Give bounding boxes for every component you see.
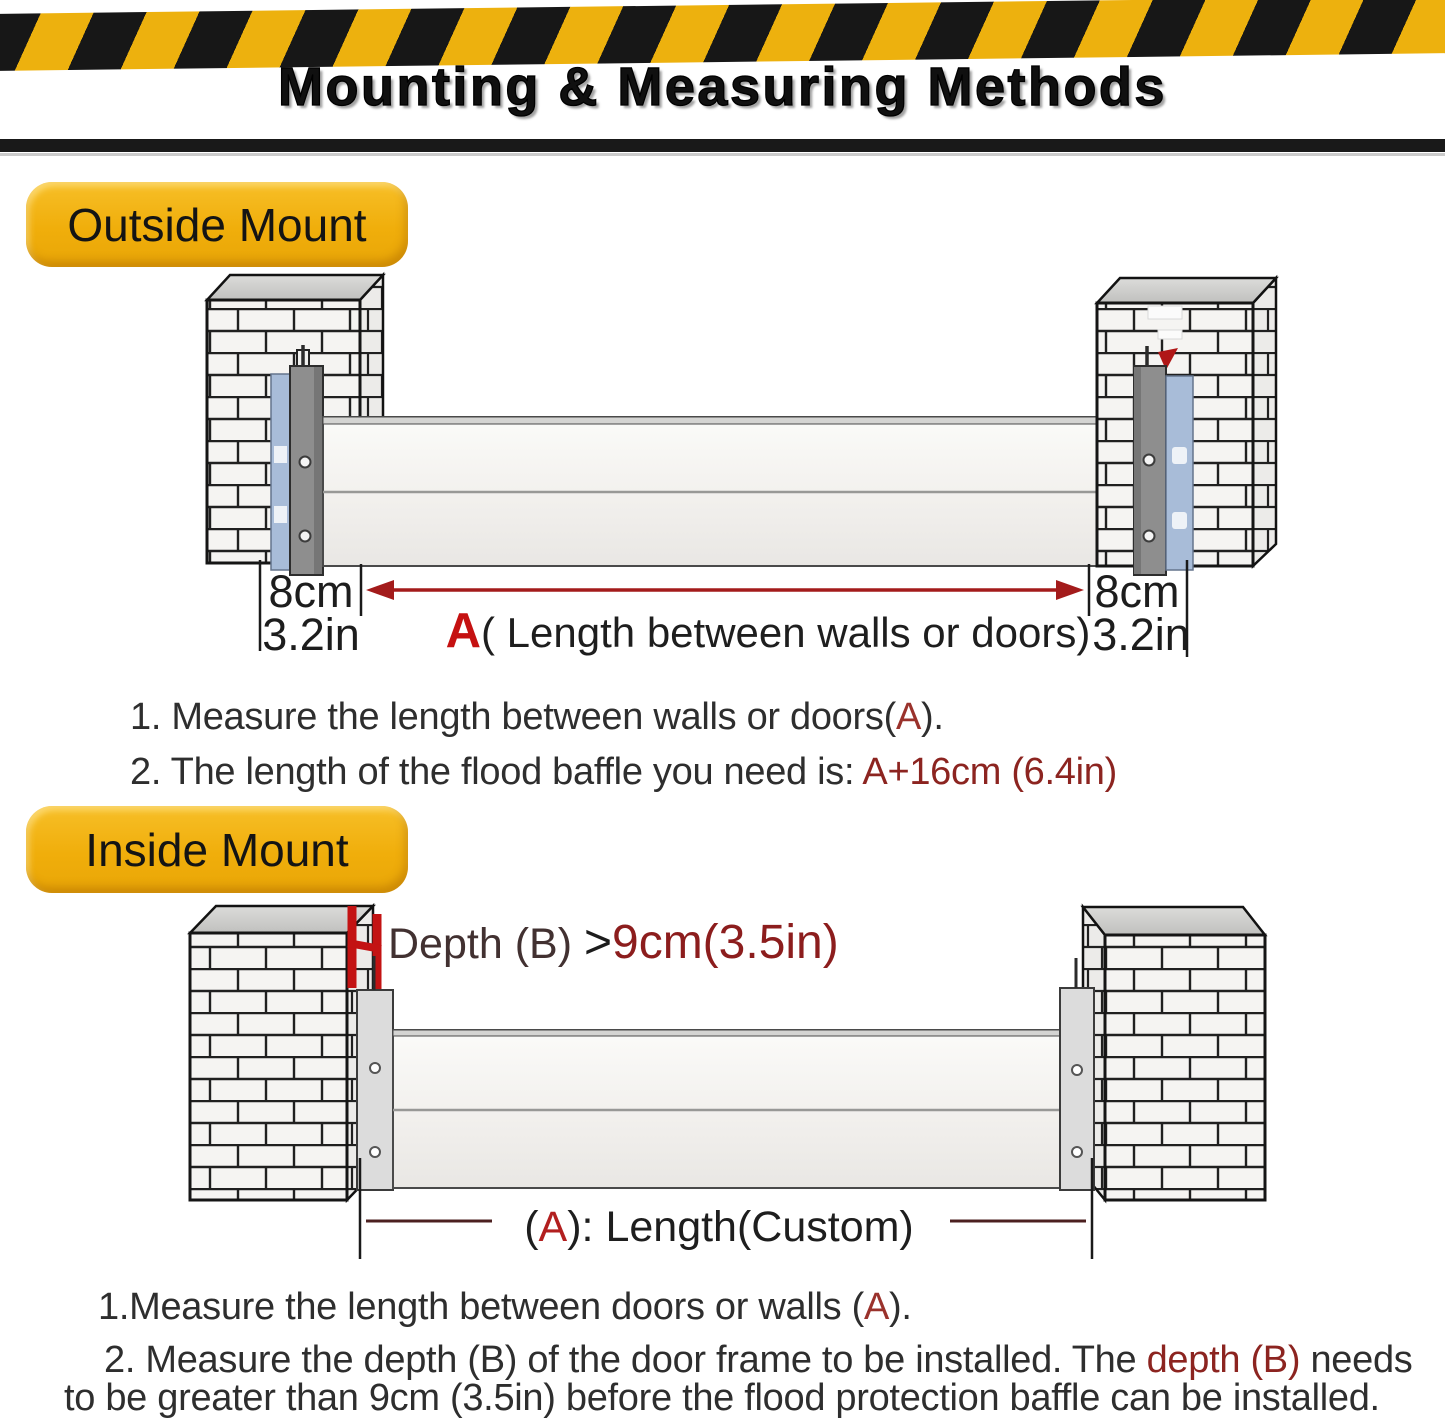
baffle-top-edge [323, 417, 1140, 424]
right-pillar-top [1097, 278, 1276, 303]
len-open-paren: ( [524, 1203, 539, 1251]
depth-annotation [388, 916, 839, 969]
step-highlight: A+16cm (6.4in) [862, 751, 1117, 793]
seal-notch [1172, 447, 1187, 464]
greater-than-sign: > [583, 916, 612, 969]
inside-step-2-line-1 [104, 1339, 1413, 1382]
step-text: ). [920, 696, 944, 738]
left-seal-strip [271, 374, 290, 570]
step-text: 2. Measure the depth (B) of the door frame to be installed. The [104, 1339, 1147, 1381]
seal-notch [274, 446, 287, 463]
depth-label-text: Depth (B) [388, 920, 584, 968]
outside-step-1 [130, 696, 944, 739]
length-custom-label [524, 1203, 914, 1251]
span-length-label [446, 604, 1091, 658]
dim-label-left-in: 3.2in [262, 609, 360, 660]
right-pillar-top [1083, 907, 1265, 935]
inside-mount-diagram [190, 906, 1265, 1259]
dim-label-right-cm: 8cm [1094, 566, 1180, 617]
seal-notch [274, 506, 287, 523]
bracket-shade [314, 367, 322, 574]
wall-patch [1148, 306, 1182, 319]
screw-hole [370, 1147, 380, 1157]
left-pillar-top [207, 275, 383, 300]
step-highlight: depth (B) [1146, 1339, 1301, 1381]
step-highlight: A [863, 1286, 889, 1328]
left-pillar-front [190, 933, 347, 1200]
screw-hole [300, 531, 311, 542]
len-a-red: A [538, 1203, 568, 1251]
span-label-text: ( Length between walls or doors) [481, 609, 1091, 656]
screw-hole [370, 1063, 380, 1073]
seal-notch [1172, 512, 1187, 529]
step-text: to be greater than 9cm (3.5in) before the flood protection baffle can be installed. [64, 1377, 1380, 1419]
step-text: 1.Measure the length between doors or walls ( [98, 1286, 864, 1328]
right-seal-strip [1166, 376, 1193, 570]
page-title: Mounting & Measuring Methods [278, 57, 1167, 117]
screw-hole [1072, 1065, 1082, 1075]
span-label-a: A [445, 604, 482, 658]
left-mounting-bracket [357, 990, 393, 1190]
step-text: ). [888, 1286, 912, 1328]
screw-hole [1072, 1147, 1082, 1157]
inside-step-2-line-2 [64, 1377, 1380, 1420]
inside-step-1 [98, 1286, 912, 1329]
right-mounting-bracket [1060, 988, 1094, 1190]
inside-mount-badge: Inside Mount [26, 806, 408, 893]
step-text: 1. Measure the length between walls or doors( [130, 696, 896, 738]
bracket-shade [1134, 367, 1141, 574]
outside-step-2 [130, 751, 1117, 794]
dim-label-left-cm: 8cm [268, 566, 354, 617]
step-text: needs [1300, 1339, 1413, 1381]
left-pillar-top [190, 906, 373, 933]
step-text: 2. The length of the flood baffle you need is: [130, 751, 863, 793]
arrow-head-left-icon [366, 580, 394, 600]
outside-mount-diagram [207, 275, 1276, 660]
screw-hole [1144, 531, 1155, 542]
screw-hole [1144, 455, 1155, 466]
baffle-top-edge [393, 1030, 1060, 1036]
arrow-head-right-icon [1056, 580, 1084, 600]
wall-patch [1158, 330, 1182, 339]
screw-hole [300, 457, 311, 468]
right-pillar-side [1253, 278, 1276, 566]
dim-label-right-in: 3.2in [1092, 609, 1190, 660]
len-rest-text: ): Length(Custom) [567, 1203, 914, 1251]
outside-mount-badge: Outside Mount [26, 182, 408, 267]
step-highlight: A [895, 696, 921, 738]
depth-value-text: 9cm(3.5in) [612, 916, 839, 969]
right-pillar-front [1105, 935, 1265, 1200]
